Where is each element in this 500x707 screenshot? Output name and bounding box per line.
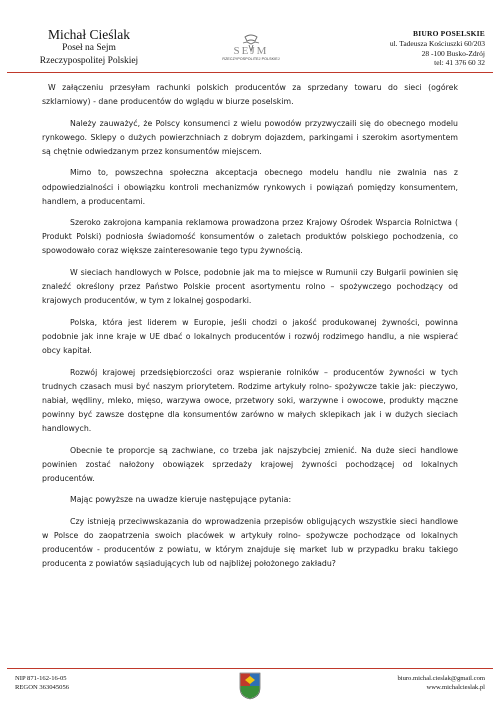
office-title: BIURO POSELSKIE: [413, 29, 485, 38]
office-address-city: 28 -100 Busko-Zdrój: [421, 48, 485, 58]
body-paragraph: W sieciach handlowych w Polsce, podobnie jak ma to miejsce w Rumunii czy Bułgarii powinien się znaleźć określony przez Państwo Polskie procent asortymentu rolno – spożywczego pochodzący od krajowych producentów, w tym z lokalnej gospodarki.: [42, 268, 458, 306]
regon-number: REGON 363045056: [15, 684, 70, 691]
header-divider: [7, 72, 493, 73]
body-paragraph: Rozwój krajowej przedsiębiorczości oraz wspieranie rolników – producentów żywności w tych trudnych czasach musi być naszym priorytetem. Rodzime artykuły rolno- spożywcze takie jak: pieczywo, nabiał, wędliny, mleko, mięso, warzywa owoce, przetwory soki, warzywne i owocowe, produkty mączne powinny być zawsze dostępne dla konsumentów zarówno w małych sklepikach jak i w dużych sieciach handlowych.: [42, 367, 458, 433]
sejm-eagle-icon: [223, 33, 279, 57]
sejm-logo-text: SEJM: [233, 45, 269, 57]
footer-email[interactable]: biuro.michal.cieslak@gmail.com: [397, 675, 485, 682]
sender-name: Michał Cieślak: [47, 27, 131, 42]
sejm-logo: [222, 33, 280, 62]
footer-ids: [15, 674, 69, 692]
coat-of-arms-icon: [239, 672, 261, 700]
office-address-street: ul. Tadeusza Kościuszki 60/203: [389, 39, 485, 48]
sender-country: Rzeczypospolitej Polskiej: [39, 56, 139, 66]
footer-website[interactable]: www.michalcieslak.pl: [426, 684, 485, 691]
body-paragraph: Obecnie te proporcje są zachwiane, co trzeba jak najszybciej zmienić. Na duże sieci handlowe powinien zostać nałożony obowiązek sprzedaży krajowej żywności pochodzącej od lokalnych producentów.: [42, 445, 458, 483]
body-paragraph: Czy istnieją przeciwwskazania do wprowadzenia przepisów obligujących wszystkie sieci handlowe w Polsce do zaopatrzenia swoich placówek w artykuły rolno- spożywcze pochodzące od lokalnych producentów - producentów z powiatu, w którym znajduje się market lub w przypadku braku takiego producenta z powiatów sąsiadujących lub od najbliżej położonego zakładu?: [42, 516, 458, 569]
body-paragraph: W załączeniu przesyłam rachunki polskich producentów za sprzedany towaru do sieci (ogórek szklarniowy) - dane producentów do wglądu w biurze poselskim.: [42, 83, 458, 107]
body-paragraph: Szeroko zakrojona kampania reklamowa prowadzona przez Krajowy Ośrodek Wsparcia Rolnictwa ( Produkt Polski) podniosła świadomość konsumentów o zaletach produktów polskiego pochodzenia, co spowodowało coraz większe zainteresowanie tego typu żywnością.: [42, 218, 458, 256]
footer-divider: [7, 668, 493, 669]
office-phone: tel: 41 376 60 32: [434, 58, 485, 68]
office-block: [325, 28, 485, 68]
nip-number: NIP 871-162-16-05: [15, 675, 67, 682]
letter-body: [42, 81, 458, 579]
body-paragraph: Polska, która jest liderem w Europie, jeśli chodzi o jakość produkowanej żywności, powinna podobnie jak inne kraje w UE dbać o lokalnych producentów i rozwój rodzimego handlu, a nie wspierać obcy kapitał.: [42, 317, 458, 355]
sender-block: [14, 27, 164, 68]
body-paragraph: Należy zauważyć, że Polscy konsumenci z wielu powodów przyzwyczaili się do obecnego modelu rynkowego. Sklepy o dużych powierzchniach z dobrym dojazdem, parkingami i szerokim asortymentem są chętnie odwiedzanym przez konsumentów miejscem.: [42, 118, 458, 156]
footer-contact: [397, 674, 485, 692]
body-paragraph: Mimo to, powszechna społeczna akceptacja obecnego modelu handlu nie zwalnia nas z odpowiedzialności i obowiązku kontroli mechanizmów rynkowych i powiązań pomiędzy konsumentem, handlem, a producentami.: [42, 168, 458, 206]
sejm-logo-caption: RZECZYPOSPOLITEJ POLSKIEJ: [222, 57, 280, 61]
body-paragraph: Mając powyższe na uwadze kieruje następujące pytania:: [70, 495, 292, 505]
sender-role: Poseł na Sejm: [62, 43, 116, 53]
